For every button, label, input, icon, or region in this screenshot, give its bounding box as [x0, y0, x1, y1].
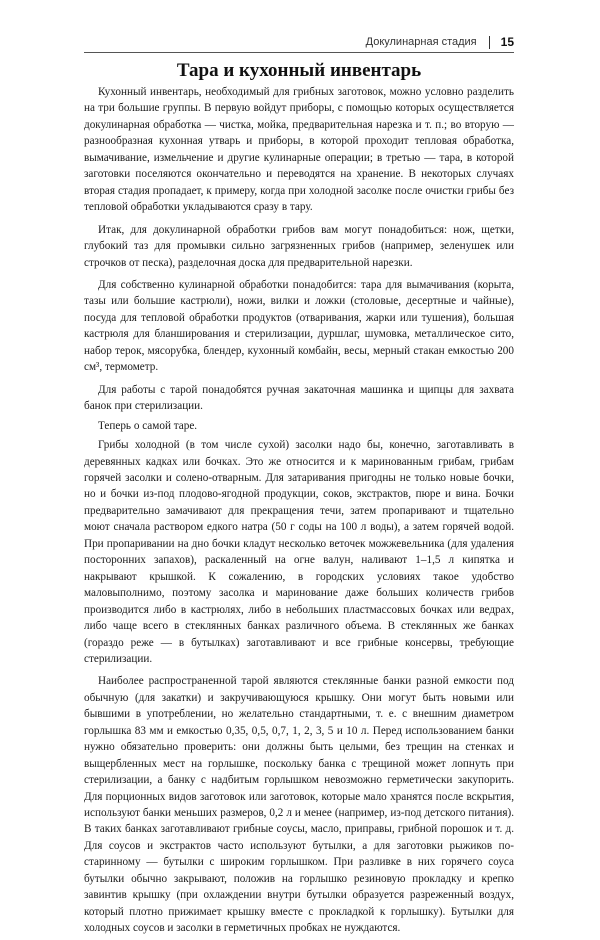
- paragraph-5: Теперь о самой таре.: [98, 419, 198, 432]
- section-title: Докулинарная стадия: [365, 36, 477, 48]
- paragraph-4: Для работы с тарой понадобятся ручная закаточная машинка и щипцы для захвата банок при стерилизации.: [84, 383, 514, 413]
- running-header: [84, 32, 514, 53]
- chapter-title: Тара и кухонный инвентарь: [176, 60, 422, 81]
- paragraph-3: Для собственно кулинарной обработки понадобится: тара для вымачивания (корыта, тазы или большие кастрюли), ножи, вилки и ложки (столовые, десертные и чайные), посуда для тепловой обработки продуктов (отваривания, жарки или тушения), большая кастрюля для бланширования и стерилизации, дуршлаг, шумовка, металлическое сито, набор терок, мясорубка, блендер, кухонный комбайн, весы, мерный стакан емкостью 200 см³, термометр.: [84, 278, 514, 374]
- paragraph-1: Кухонный инвентарь, необходимый для грибных заготовок, можно условно разделить на три большие группы. В первую войдут приборы, с помощью которых осуществляется докулинарная обработка — чистка, мойка, предварительная нарезка и т. п.; во вторую — разнообразная кухонная утварь и приборы, в которой проходит тепловая обработка, вымачивание, измельчение и другие кулинарные операции; в третью — тара, в которой заготовки поселяются окончательно и переводятся на хранение. В некоторых случаях вторая стадия пропадает, к примеру, когда при холодной засолке после очистки грибы без тепловой обработки укладываются сразу в тару.: [84, 86, 514, 214]
- paragraph-2: Итак, для докулинарной обработки грибов вам могут понадобиться: нож, щетки, глубокий таз для промывки сильно загрязненных грибов (например, зеленушек или строчков от песка), разделочная доска для предварительной нарезки.: [84, 223, 514, 269]
- body-text: [84, 84, 514, 940]
- paragraph-7: Наиболее распространенной тарой являются стеклянные банки разной емкости под обычную (для закатки) и закручивающуюся крышку. Они могут быть новыми или бывшими в употреблении, но желательно стандартными, т. е. с внешним диаметром горлышка 83 мм и емкостью 0,35, 0,5, 0,7, 1, 2, 3, 5 и 10 л. Перед использованием банки нужно обязательно проверить: они должны быть целыми, без трещин на стенках и выщербленных мест на горлышке, поскольку банка с трещиной может лопнуть при стерилизации, а банку с надбитым горлышком невозможно герметически закупорить. Для порционных видов заготовок или заготовок, которые мало хранятся после вскрытия, используют банки меньших размеров, 0,2 л и менее (например, из-под детского питания). В таких банках заготавливают грибные соусы, масло, приправы, грибной порошок и т. д. Для соусов и экстрактов часто используют бутылки, а для заготовки рыжиков по-старинному — бутылки с широким горлышком. При разливке в них горячего соуса бутылки обычно закрывают, положив на горлышко резиновую прокладку и крепко завинтив крышку (при охлаждении внутри бутылки образуется разреженный воздух, который плотно прижимает крышку вместе с прокладкой к горлышку). Бутылки для холодных соусов и засолки в герметичных пробках не нуждаются.: [84, 675, 514, 935]
- paragraph-6: Грибы холодной (в том числе сухой) засолки надо бы, конечно, заготавливать в деревянных кадках или бочках. Это же относится и к маринованным грибам, грибам горячей засолки и солено-отварным. Для затаривания пригодны не только новые бочки, но и бочки из-под плодово-ягодной продукции, соков, экстрактов, пюре и вина. Бочки предварительно замачивают для прекращения течи, затем пропаривают и тщательно моют сначала раствором едкого натра (50 г соды на 100 л воды), а затем горячей водой. При пропаривании на дно бочки кладут несколько веточек можжевельника (для удаления посторонних запахов), раскаленный на огне валун, наливают 1–1,5 л кипятка и накрывают крышкой. К сожалению, в городских условиях такое удобство маловыполнимо, поэтому засолка и маринование даже больших количеств грибов производится либо в кастрюлях, либо в небольших пластмассовых бочках или ведрах, либо чаще всего в стеклянных банках различного объема. В стеклянных же банках (гораздо реже — в бутылках) заготавливают и все грибные консервы, требующие стерилизации.: [84, 439, 514, 665]
- page-number: 15: [500, 35, 514, 49]
- header-separator: [489, 36, 490, 49]
